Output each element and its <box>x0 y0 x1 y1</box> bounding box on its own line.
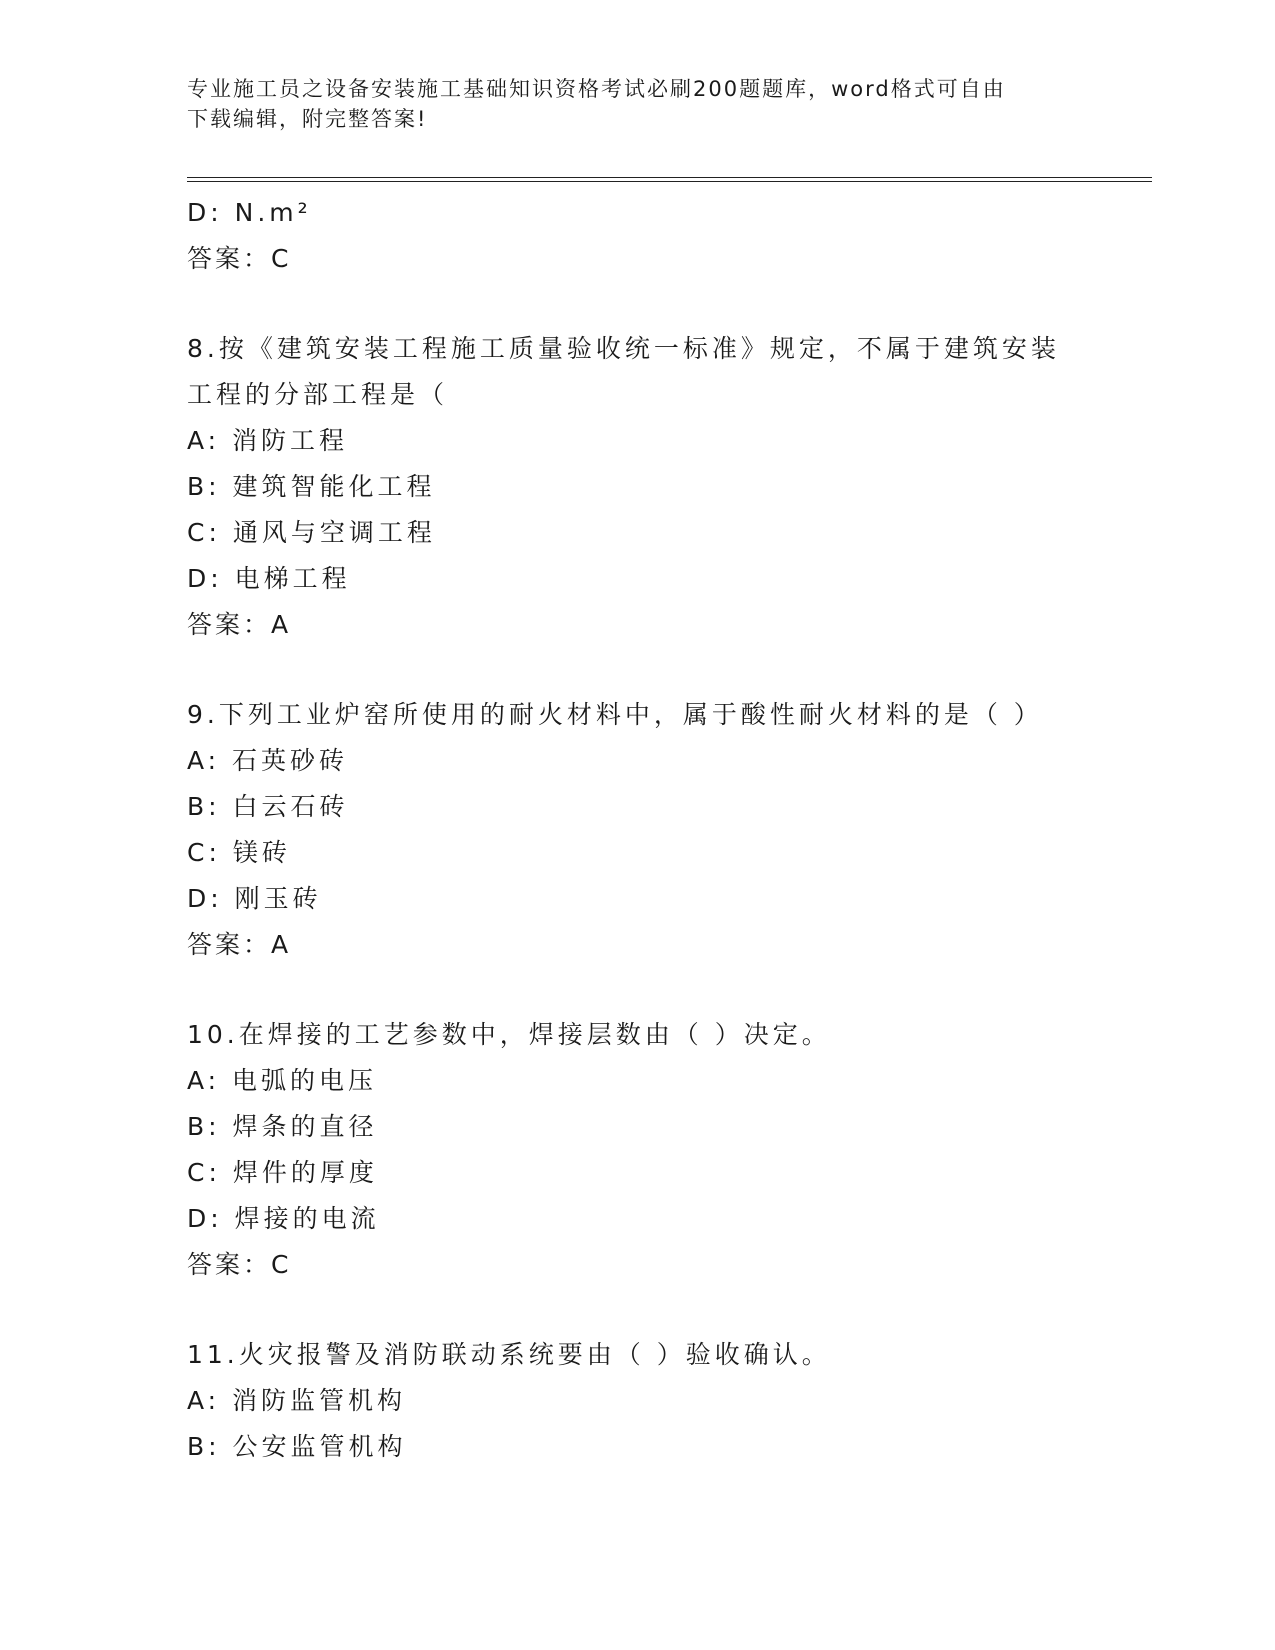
question-8 <box>187 326 1087 648</box>
option-c: C: 镁砖 <box>187 838 291 867</box>
question-list <box>187 190 1087 1470</box>
answer: 答案：C <box>187 244 292 273</box>
option-a: A: 消防监管机构 <box>187 1386 407 1415</box>
option-a: A: 电弧的电压 <box>187 1066 378 1095</box>
question-7-tail <box>187 190 1087 282</box>
header-line-2: 下载编辑，附完整答案! <box>187 107 428 131</box>
option-b: B: 建筑智能化工程 <box>187 472 436 501</box>
option-d: D: N.m² <box>187 198 312 227</box>
question-stem: 8.按《建筑安装工程施工质量验收统一标准》规定，不属于建筑安装 <box>187 334 1060 363</box>
question-10 <box>187 1012 1087 1288</box>
question-stem-continued: 工程的分部工程是（ <box>187 380 449 409</box>
option-d: D: 电梯工程 <box>187 564 351 593</box>
option-d: D: 焊接的电流 <box>187 1204 380 1233</box>
question-stem: 11.火灾报警及消防联动系统要由（ ）验收确认。 <box>187 1340 831 1369</box>
header-line-1: 专业施工员之设备安装施工基础知识资格考试必刷200题题库，word格式可自由 <box>187 77 1006 101</box>
option-b: B: 白云石砖 <box>187 792 349 821</box>
option-a: A: 消防工程 <box>187 426 349 455</box>
header-divider-top <box>187 177 1152 178</box>
header-divider-bottom <box>187 181 1152 182</box>
answer: 答案：A <box>187 610 292 639</box>
option-c: C: 焊件的厚度 <box>187 1158 378 1187</box>
document-header <box>187 74 1067 134</box>
answer: 答案：C <box>187 1250 292 1279</box>
option-b: B: 公安监管机构 <box>187 1432 407 1461</box>
question-stem: 10.在焊接的工艺参数中，焊接层数由（ ）决定。 <box>187 1020 831 1049</box>
question-stem: 9.下列工业炉窑所使用的耐火材料中，属于酸性耐火材料的是（ ） <box>187 700 1043 729</box>
option-c: C: 通风与空调工程 <box>187 518 436 547</box>
option-a: A: 石英砂砖 <box>187 746 349 775</box>
question-9 <box>187 692 1087 968</box>
option-b: B: 焊条的直径 <box>187 1112 378 1141</box>
question-11 <box>187 1332 1087 1470</box>
answer: 答案：A <box>187 930 292 959</box>
option-d: D: 刚玉砖 <box>187 884 322 913</box>
